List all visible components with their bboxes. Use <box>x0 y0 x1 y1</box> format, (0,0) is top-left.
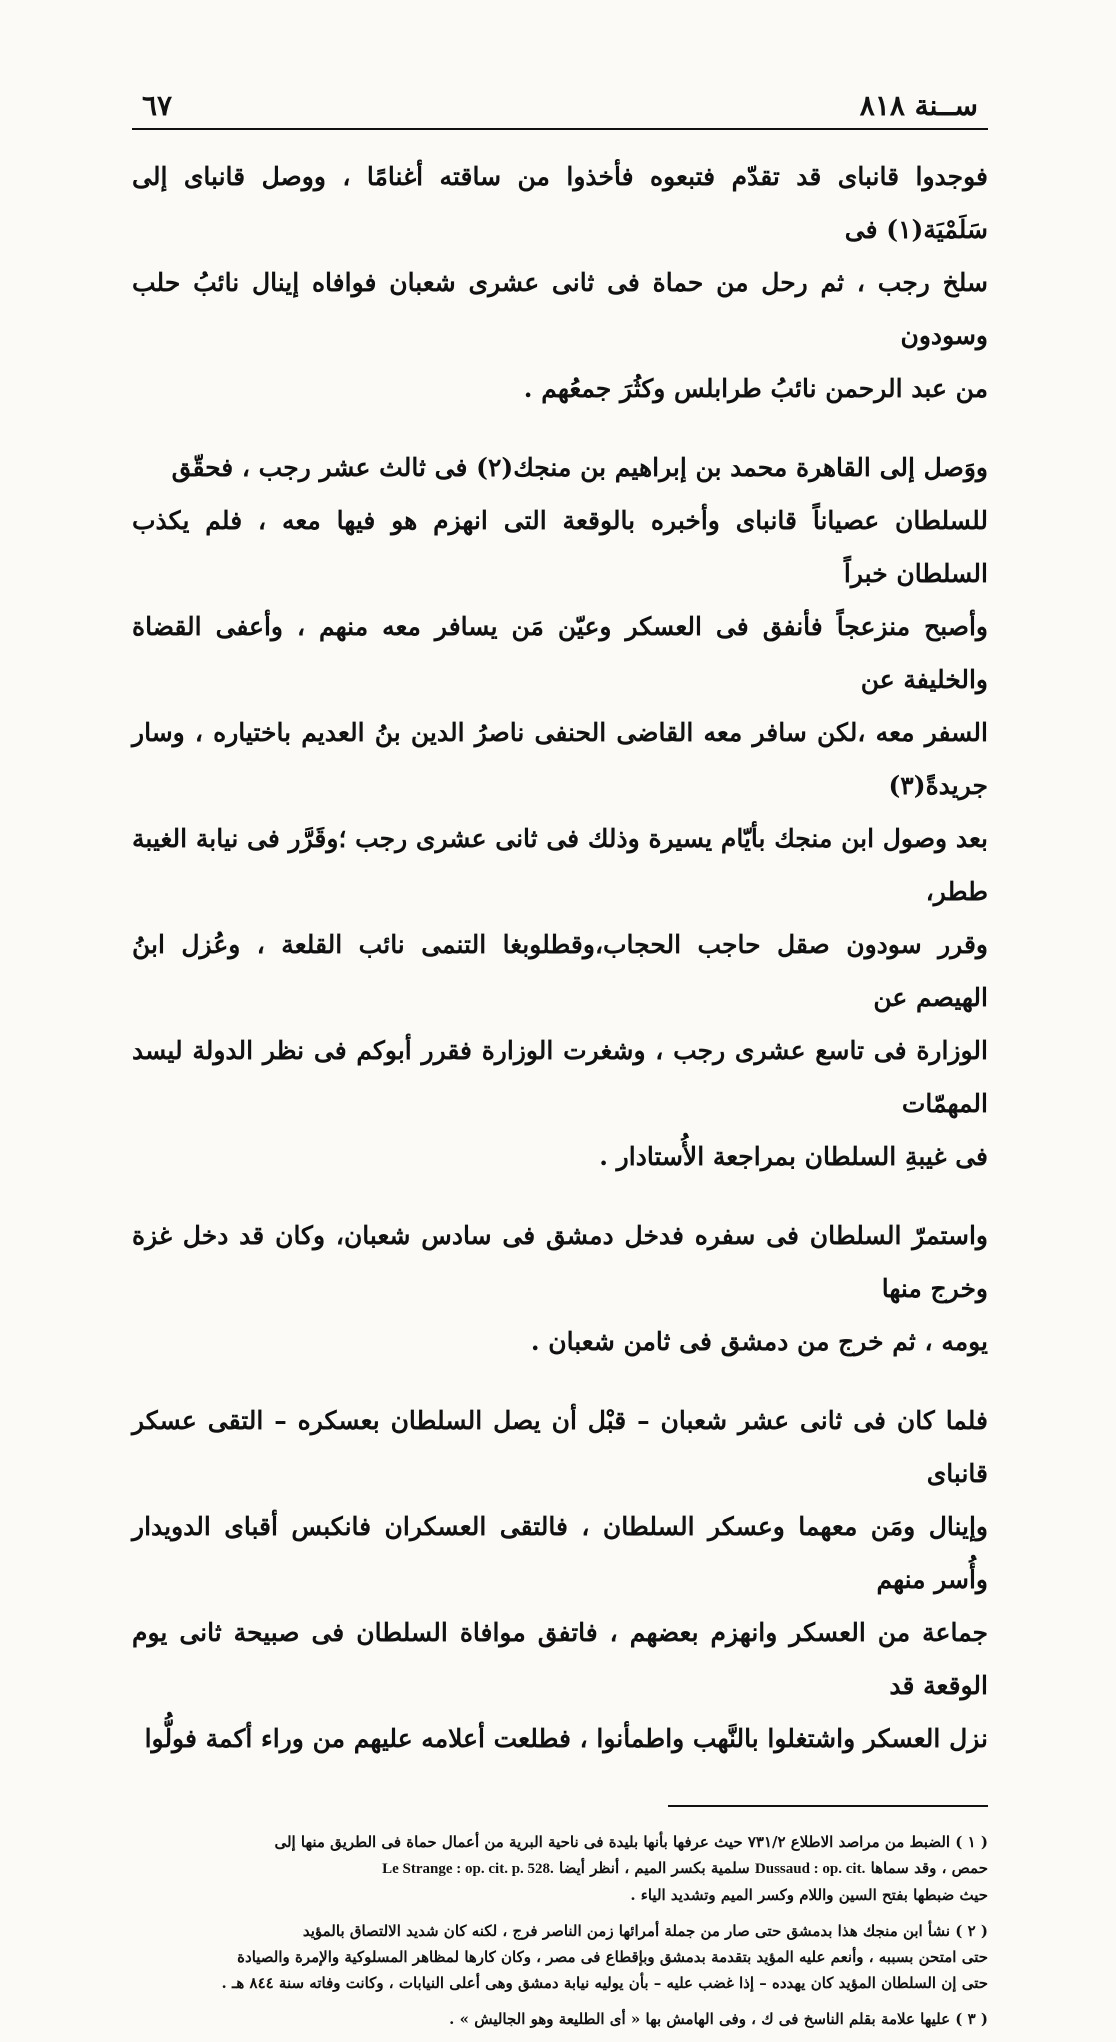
book-page <box>132 78 988 2042</box>
footnote-2 <box>132 1918 988 1996</box>
footnote-line: حتى امتحن بسببه ، وأنعم عليه المؤيد بتقدمة بدمشق وبإقطاع فى مصر ، وكان كارها لمظاهر المسلوكية والإمرة والصيادة <box>237 1948 988 1966</box>
footnote-1 <box>132 1829 988 1908</box>
text-line: نزل العسكر واشتغلوا بالنَّهب واطمأنوا ، فطلعت أعلامه عليهم من وراء أكمة فولُّوا <box>144 1724 988 1753</box>
footnote-latin-ref: Dussaud : op. cit. <box>754 1861 866 1877</box>
page-header <box>132 78 988 130</box>
paragraph-4 <box>132 1394 988 1765</box>
text-line: للسلطان عصياناً قانباى وأخبره بالوقعة التى انهزم هو فيها معه ، فلم يكذب السلطان خبراً <box>132 506 988 588</box>
footnote-line <box>132 1855 988 1882</box>
text-line: ووَصل إلى القاهرة محمد بن إبراهيم بن منجك(٢) فى ثالث عشر رجب ، فحقّق <box>171 453 988 482</box>
footnote-line: حيث ضبطها بفتح السين واللام وكسر الميم وتشديد الياء . <box>630 1886 988 1904</box>
text-line: يومه ، ثم خرج من دمشق فى ثامن شعبان . <box>530 1327 988 1356</box>
footnote-latin-ref: Le Strange : op. cit. p. 528. <box>382 1861 554 1877</box>
text-line: فلما كان فى ثانى عشر شعبان – قبْل أن يصل السلطان بعسكره – التقى عسكر قانباى <box>132 1406 988 1488</box>
text-line: بعد وصول ابن منجك بأيّام يسيرة وذلك فى ثانى عشرى رجب ؛وقَرَّر فى نيابة الغيبة ططر، <box>132 824 988 906</box>
page-number: ٦٧ <box>142 89 173 122</box>
text-line: جماعة من العسكر وانهزم بعضهم ، فاتفق موافاة السلطان فى صبيحة ثانى يوم الوقعة قد <box>132 1618 988 1700</box>
running-head-year: ســنة ٨١٨ <box>859 89 978 122</box>
paragraph-1 <box>132 150 988 415</box>
footnote-line: ( ٢ ) نشأ ابن منجك هذا بدمشق حتى صار من جملة أمرائها زمن الناصر فرج ، لكنه كان شديد الالتصاق بالمؤيد <box>302 1922 988 1940</box>
text-line: فوجدوا قانباى قد تقدّم فتبعوه فأخذوا من ساقته أغنامًا ، ووصل قانباى إلى سَلَمْيَة(١) فى <box>132 162 988 244</box>
footnote-line: ( ١ ) الضبط من مراصد الاطلاع ٧٣١/٢ حيث عرفها بأنها بليدة فى ناحية البرية من أعمال حماة فى الطريق منها إلى <box>274 1833 988 1851</box>
text-line: من عبد الرحمن نائبُ طرابلس وكثُرَ جمعُهم . <box>523 374 988 403</box>
text-line: وأصبح منزعجاً فأنفق فى العسكر وعيّن مَن يسافر معه منهم ، وأعفى القضاة والخليفة عن <box>132 612 988 694</box>
text-line: واستمرّ السلطان فى سفره فدخل دمشق فى سادس شعبان، وكان قد دخل غزة وخرج منها <box>132 1221 988 1303</box>
footnote-line: حتى إن السلطان المؤيد كان يهدده – إذا غضب عليه – بأن يوليه نيابة دمشق وهى أعلى النيابات ، وكانت وفاته سنة ٨٤٤ هـ . <box>221 1974 988 1992</box>
text-line: فى غيبةِ السلطان بمراجعة الأُستادار . <box>599 1142 988 1171</box>
footnote-3 <box>132 2006 988 2032</box>
text-line: وقرر سودون صقل حاجب الحجاب،وقطلوبغا التنمى نائب القلعة ، وعُزل ابنُ الهيصم عن <box>132 930 988 1012</box>
text-line: سلخ رجب ، ثم رحل من حماة فى ثانى عشرى شعبان فوافاه إينال نائبُ حلب وسودون <box>132 268 988 350</box>
paragraph-2 <box>132 441 988 1183</box>
paragraph-3 <box>132 1209 988 1368</box>
footnote-text: سلمية بكسر الميم ، أنظر أيضا <box>559 1859 750 1877</box>
footnote-text: حمص ، وقد سماها <box>870 1859 988 1877</box>
text-line: وإينال ومَن معهما وعسكر السلطان ، فالتقى العسكران فانكبس أقباى الدويدار وأُسر منهم <box>132 1512 988 1594</box>
footnote-divider <box>668 1805 988 1807</box>
text-line: السفر معه ،لكن سافر معه القاضى الحنفى ناصرُ الدين بنُ العديم باختياره ، وسار جريدةً(٣) <box>132 718 988 800</box>
text-line: الوزارة فى تاسع عشرى رجب ، وشغرت الوزارة فقرر أبوكم فى نظر الدولة ليسد المهمّات <box>132 1036 988 1118</box>
main-text <box>132 150 988 1765</box>
footnote-line: ( ٣ ) عليها علامة بقلم الناسخ فى ك ، وفى الهامش بها « أى الطليعة وهو الجاليش » . <box>449 2010 988 2028</box>
